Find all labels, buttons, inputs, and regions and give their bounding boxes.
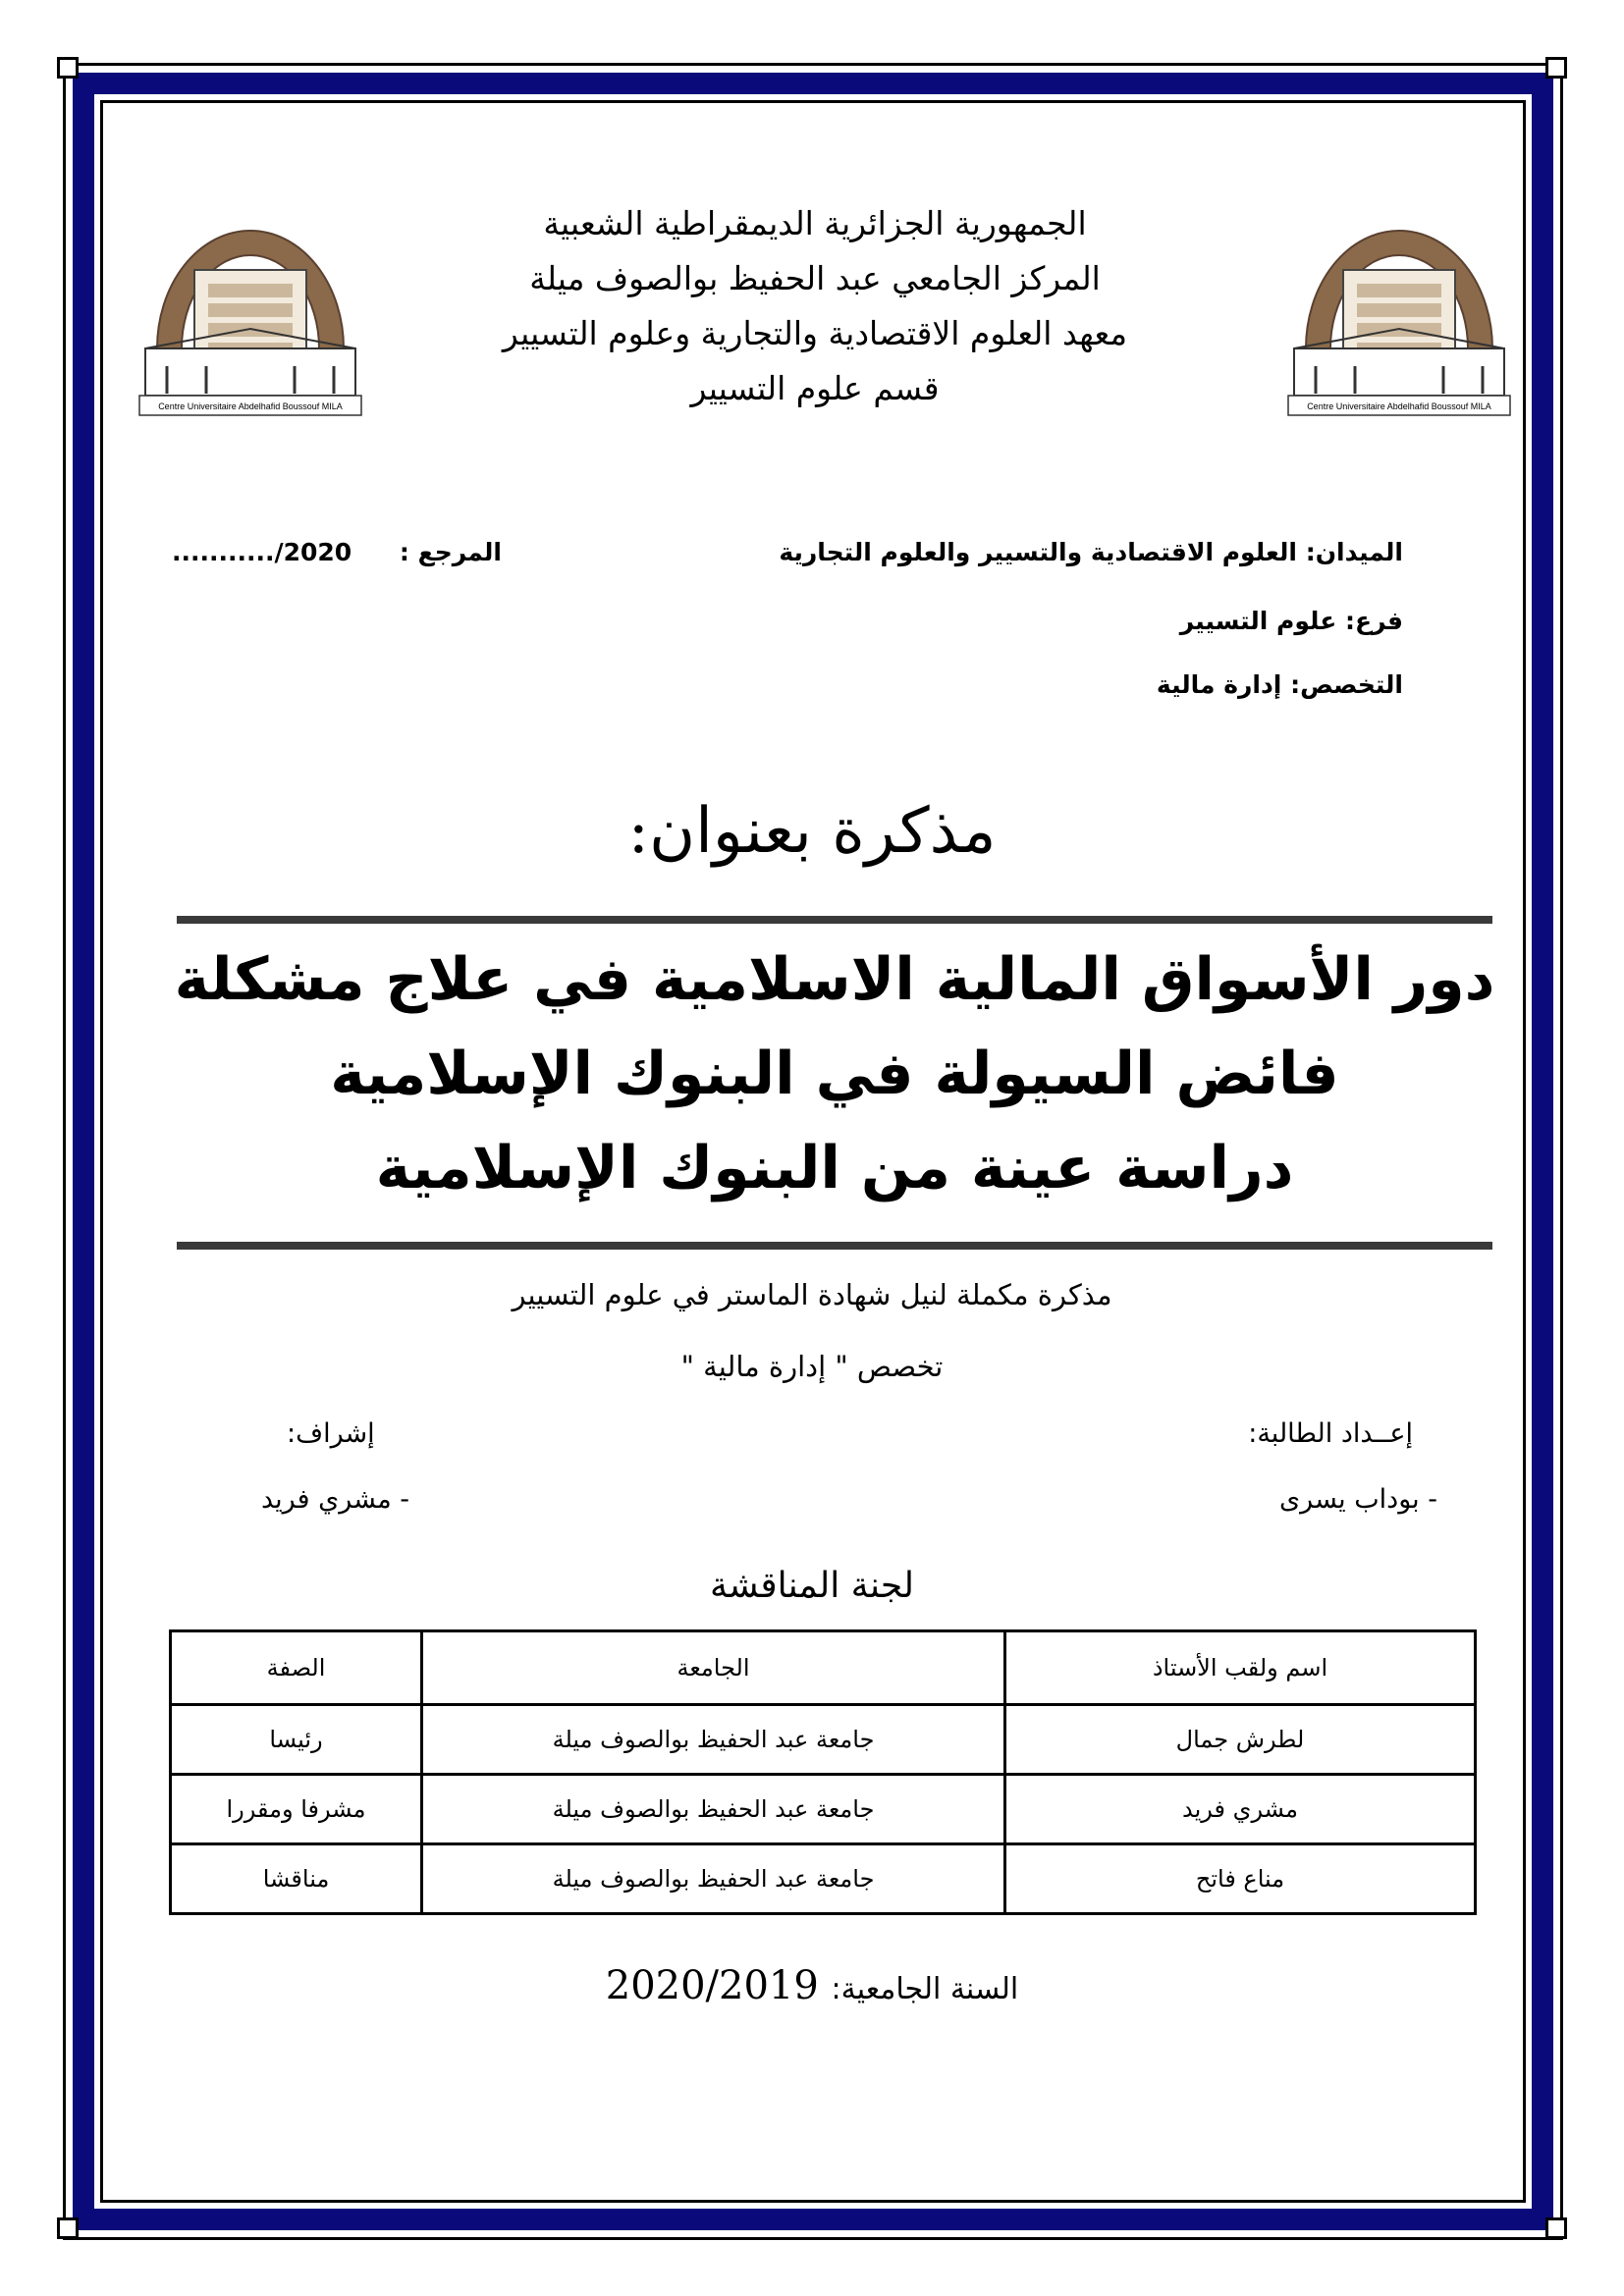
supervisor-name: - مشري فريد [261, 1484, 409, 1515]
branch-label: فرع: [1345, 607, 1403, 635]
committee-title: لجنة المناقشة [709, 1566, 915, 1606]
university-logo-left [137, 201, 363, 419]
field-line [779, 538, 1403, 566]
header-professor-name: اسم ولقب الأستاذ [1005, 1631, 1476, 1705]
memo-heading: مذكرة بعنوان: [627, 795, 997, 868]
field-value: العلوم الاقتصادية والتسيير والعلوم التجارية [779, 538, 1297, 566]
member-name: مشري فريد [1005, 1775, 1476, 1844]
specialty-value: إدارة مالية [1156, 670, 1282, 699]
frame-corner-top-left [57, 57, 79, 79]
field-label: الميدان: [1305, 538, 1403, 566]
table-row [171, 1844, 1476, 1914]
specialty-line [1157, 670, 1403, 699]
institute-line: معهد العلوم الاقتصادية والتجارية وعلوم التسيير [502, 314, 1128, 352]
member-university: جامعة عبد الحفيظ بوالصوف ميلة [422, 1705, 1005, 1775]
specialty-label: التخصص: [1290, 670, 1403, 699]
academic-year [0, 1963, 1624, 2008]
member-university: جامعة عبد الحفيظ بوالصوف ميلة [422, 1775, 1005, 1844]
academic-year-value: 2020/2019 [605, 1963, 819, 2008]
supervisor-label: إشراف: [287, 1418, 375, 1449]
student-label: إعــداد الطالبة: [1248, 1418, 1413, 1449]
frame-corner-bottom-left [57, 2217, 79, 2239]
member-name: مناع فاتح [1005, 1844, 1476, 1914]
thesis-title [157, 933, 1512, 1215]
reference-value: 2020/........... [172, 538, 352, 566]
branch-value: علوم التسيير [1179, 607, 1337, 635]
reference-line [172, 538, 502, 566]
table-row [171, 1705, 1476, 1775]
university-logo-right [1286, 201, 1512, 419]
title-line-2: فائض السيولة في البنوك الإسلامية [330, 1040, 1339, 1108]
institution-header [373, 196, 1257, 416]
member-university: جامعة عبد الحفيظ بوالصوف ميلة [422, 1844, 1005, 1914]
academic-year-label: السنة الجامعية: [831, 1972, 1019, 2006]
specialty-statement: تخصص " إدارة مالية " [680, 1350, 944, 1383]
degree-statement: مذكرة مكملة لنيل شهادة الماستر في علوم التسيير [512, 1278, 1112, 1311]
member-role: رئيسا [171, 1705, 422, 1775]
branch-line [1180, 607, 1403, 635]
title-line-3: دراسة عينة من البنوك الإسلامية [375, 1134, 1294, 1202]
title-rule-top [177, 916, 1492, 924]
table-row [171, 1775, 1476, 1844]
logo-caption: Centre Universitaire Abdelhafid Boussouf MILA [158, 401, 343, 411]
title-rule-bottom [177, 1242, 1492, 1250]
student-name: - بوداب يسرى [1279, 1484, 1437, 1515]
title-line-1: دور الأسواق المالية الاسلامية في علاج مشكلة [174, 945, 1495, 1014]
reference-label: المرجع : [399, 538, 502, 566]
member-role: مشرفا ومقررا [171, 1775, 422, 1844]
committee-table [169, 1629, 1477, 1915]
header-role: الصفة [171, 1631, 422, 1705]
logo-caption: Centre Universitaire Abdelhafid Boussouf MILA [1307, 401, 1491, 411]
member-name: لطرش جمال [1005, 1705, 1476, 1775]
department-line: قسم علوم التسيير [690, 369, 940, 407]
header-university: الجامعة [422, 1631, 1005, 1705]
frame-corner-bottom-right [1545, 2217, 1567, 2239]
republic-line: الجمهورية الجزائرية الديمقراطية الشعبية [543, 204, 1087, 242]
university-center-line: المركز الجامعي عبد الحفيظ بوالصوف ميلة [529, 259, 1101, 297]
table-header-row [171, 1631, 1476, 1705]
frame-corner-top-right [1545, 57, 1567, 79]
member-role: مناقشا [171, 1844, 422, 1914]
